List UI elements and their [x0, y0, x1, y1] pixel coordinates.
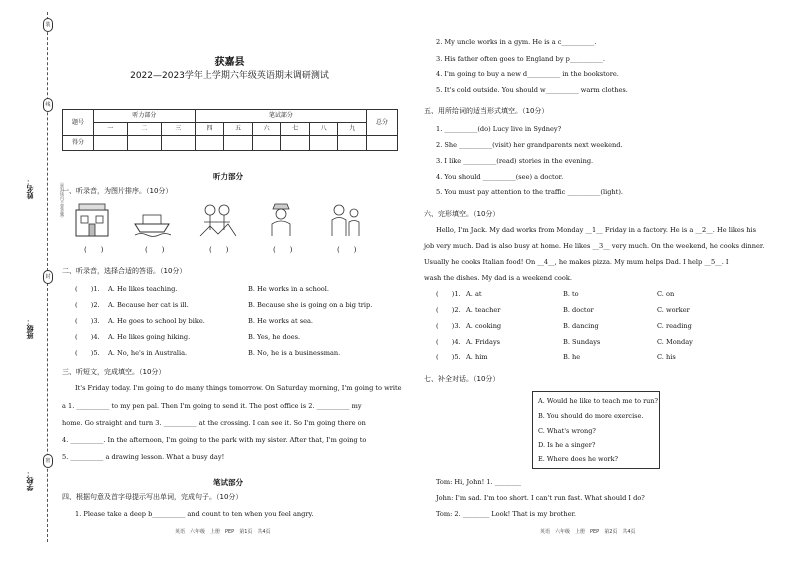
passage6-line-2: job very much. Dad is also busy at home. He likes __3__ very much. On the weekend, he cooks dinner.	[424, 242, 765, 250]
picture-answer-5[interactable]: ( )	[337, 246, 357, 254]
picture-answer-4[interactable]: ( )	[273, 246, 293, 254]
section3-title: 三、听短文，完成填空。（10分）	[62, 368, 166, 376]
q6-2-number[interactable]: ( )2.	[436, 306, 461, 314]
q2-2-option-b: B. Because she is going on a big trip.	[248, 301, 373, 309]
class-label: 班级：	[26, 318, 34, 339]
col-5: 五	[224, 123, 253, 136]
col-title: 题号	[63, 110, 94, 136]
q4-1: 1. Please take a deep b__________ and count to ten when you feel angry.	[75, 510, 314, 518]
q6-2-c: C. worker	[657, 306, 690, 314]
footer-page-1: 英语 六年级 上册 PEP 第1页 共4页	[175, 529, 271, 535]
score-cell[interactable]	[94, 136, 128, 151]
section6-title: 六、完形填空。（10分）	[424, 210, 500, 218]
score-table	[62, 109, 398, 151]
listening-header: 听力部分	[94, 110, 196, 123]
q2-5-option-b: B. No, he is a businessman.	[248, 349, 341, 357]
score-cell[interactable]	[195, 136, 224, 151]
q6-3-a: A. cooking	[466, 322, 502, 330]
dialogue-options-box	[532, 391, 660, 469]
q6-4-b: B. Sundays	[563, 338, 601, 346]
score-cell[interactable]	[309, 136, 338, 151]
col-4: 四	[195, 123, 224, 136]
q2-5-number[interactable]: ( )5.	[75, 349, 100, 357]
q2-1-option-a: A. He likes teaching.	[108, 285, 178, 293]
score-row-label: 得分	[63, 136, 94, 151]
q2-3-number[interactable]: ( )3.	[75, 317, 100, 325]
dialogue-option-e: E. Where does he work?	[538, 455, 619, 463]
q2-4-number[interactable]: ( )4.	[75, 333, 100, 341]
picture-post-office	[73, 200, 111, 238]
q5-3: 3. I like __________(read) stories in the evening.	[436, 157, 594, 165]
passage6-line-3: Usually he cooks Italian food! On __4__, he makes pizza. My mum helps Dad. I help __5__. I	[424, 258, 729, 266]
q6-1-number[interactable]: ( )1.	[436, 290, 461, 298]
picture-ship	[133, 200, 171, 238]
q5-1: 1. __________(do) Lucy live in Sydney?	[436, 125, 562, 133]
score-cell[interactable]	[252, 136, 281, 151]
seal-marker-seal: 封	[43, 270, 53, 284]
q4-2: 2. My uncle works in a gym. He is a c__________.	[436, 38, 597, 46]
col-7: 七	[281, 123, 310, 136]
dialogue-line-2: John: I'm sad. I'm too short. I can't run fast. What should I do?	[436, 494, 645, 502]
score-cell[interactable]	[161, 136, 195, 151]
seal-marker-bind: 装	[43, 18, 53, 32]
picture-answer-2[interactable]: ( )	[145, 246, 165, 254]
county-title: 获嘉县	[214, 57, 245, 68]
q6-2-b: B. doctor	[563, 306, 594, 314]
col-3: 三	[161, 123, 195, 136]
q6-5-b: B. he	[563, 353, 581, 361]
score-cell[interactable]	[367, 136, 398, 151]
q5-5: 5. You must pay attention to the traffic __________(light).	[436, 188, 624, 196]
written-header: 笔试部分	[195, 110, 366, 123]
section5-title: 五、用所给词的适当形式填空。（10分）	[424, 107, 549, 115]
dialogue-option-c: C. What's wrong?	[538, 427, 596, 435]
score-cell[interactable]	[281, 136, 310, 151]
q6-4-c: C. Monday	[657, 338, 693, 346]
school-label: 学校：	[26, 470, 34, 491]
q2-3-option-b: B. He works at sea.	[248, 317, 314, 325]
section4-title: 四、根据句意及首字母提示写出单词，完成句子。（10分）	[62, 493, 243, 501]
picture-answer-3[interactable]: ( )	[209, 246, 229, 254]
dialogue-option-b: B. You should do more exercise.	[538, 412, 644, 420]
col-2: 二	[127, 123, 161, 136]
q6-3-c: C. reading	[657, 322, 692, 330]
passage3-line-3: home. Go straight and turn 3. __________ at the crossing. I can see it. So I'm going there on	[62, 419, 366, 427]
q4-3: 3. His father often goes to England by p__________.	[436, 55, 605, 63]
footer-page-2: 英语 六年级 上册 PEP 第2页 共4页	[540, 529, 636, 535]
passage3-line-4: 4. __________. In the afternoon, I'm going to the park with my sister. After that, I'm going to	[62, 436, 367, 444]
q6-1-c: C. on	[657, 290, 675, 298]
seal-note: （密封线内不要答题）	[60, 180, 65, 220]
dialogue-option-d: D. Is he a singer?	[538, 441, 596, 449]
dialogue-option-a: A. Would he like to teach me to run?	[538, 397, 659, 405]
section7-title: 七、补全对话。（10分）	[424, 375, 500, 383]
name-label: 姓名：	[26, 178, 34, 199]
listening-heading: 听力部分	[213, 172, 243, 181]
q6-1-b: B. to	[563, 290, 579, 298]
q6-3-b: B. dancing	[563, 322, 599, 330]
q6-5-c: C. his	[657, 353, 676, 361]
written-heading: 笔试部分	[213, 478, 243, 487]
section1-title: 一、听录音，为图片排序。（10分）	[62, 187, 173, 195]
col-8: 八	[309, 123, 338, 136]
picture-hiking	[198, 200, 236, 238]
passage3-line-5: 5. __________ a drawing lesson. What a busy day!	[62, 453, 225, 461]
q6-5-a: A. him	[466, 353, 488, 361]
score-cell[interactable]	[127, 136, 161, 151]
q4-4: 4. I'm going to buy a new d__________ in the bookstore.	[436, 70, 619, 78]
q6-4-a: A. Fridays	[466, 338, 501, 346]
passage3-line-2: a 1. __________ to my pen pal. Then I'm going to send it. The post office is 2. __________ my	[62, 402, 362, 410]
q2-5-option-a: A. No, he's in Australia.	[108, 349, 188, 357]
score-cell[interactable]	[224, 136, 253, 151]
col-9: 九	[338, 123, 367, 136]
picture-answer-1[interactable]: ( )	[84, 246, 104, 254]
section2-title: 二、听录音，选择合适的答语。（10分）	[62, 267, 187, 275]
col-1: 一	[94, 123, 128, 136]
dialogue-line-3: Tom: 2. ________ Look! That is my brother.	[436, 510, 576, 518]
q5-4: 4. You should __________(see) a doctor.	[436, 173, 564, 181]
q6-1-a: A. at	[466, 290, 482, 298]
q2-2-option-a: A. Because her cat is ill.	[108, 301, 189, 309]
passage3-line-1: It's Friday today. I'm going to do many things tomorrow. On Saturday morning, I'm going to write	[75, 384, 402, 392]
passage6-line-1: Hello, I'm Jack. My dad works from Monday __1__ Friday in a factory. He is a __2__. He likes his	[436, 226, 757, 234]
total-header: 总分	[367, 110, 398, 136]
q4-5: 5. It's cold outside. You should w__________ warm clothes.	[436, 86, 628, 94]
q2-1-option-b: B. He works in a school.	[248, 285, 329, 293]
exam-title: 2022—2023学年上学期六年级英语期末调研测试	[130, 71, 329, 81]
q6-3-number[interactable]: ( )3.	[436, 322, 461, 330]
picture-doctor	[327, 200, 365, 238]
q6-4-number[interactable]: ( )4.	[436, 338, 461, 346]
q2-1-number[interactable]: ( )1.	[75, 285, 100, 293]
q5-2: 2. She __________(visit) her grandparents next weekend.	[436, 141, 623, 149]
dialogue-line-1: Tom: Hi, John! 1. ________	[436, 478, 522, 486]
seal-marker-line: 线	[43, 98, 53, 112]
col-6: 六	[252, 123, 281, 136]
q2-2-number[interactable]: ( )2.	[75, 301, 100, 309]
seal-marker-secret: 密	[43, 454, 53, 468]
q6-5-number[interactable]: ( )5.	[436, 353, 461, 361]
picture-police-officer	[262, 200, 300, 238]
q2-3-option-a: A. He goes to school by bike.	[108, 317, 205, 325]
q2-4-option-a: A. He likes going hiking.	[108, 333, 191, 341]
score-cell[interactable]	[338, 136, 367, 151]
q6-2-a: A. teacher	[466, 306, 501, 314]
passage6-line-4: wash the dishes. My dad is a weekend cook.	[424, 274, 572, 282]
q2-4-option-b: B. Yes, he does.	[248, 333, 301, 341]
